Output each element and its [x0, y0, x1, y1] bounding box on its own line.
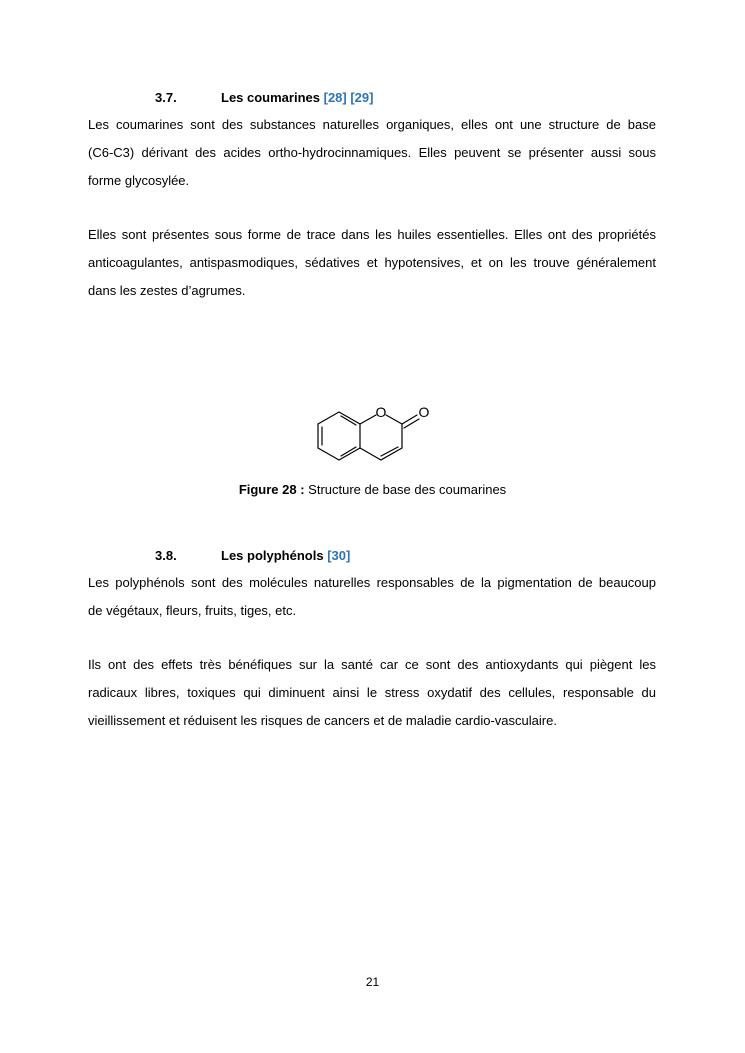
bond — [318, 412, 339, 424]
carbonyl-oxygen-label: O — [418, 404, 430, 420]
paragraph-line: dans les zestes d’agrumes. — [88, 283, 246, 298]
paragraph-line: vieillissement et réduisent les risques de cancers et de maladie cardio-vasculaire. — [88, 713, 557, 728]
page-number: 21 — [365, 975, 380, 989]
paragraph-polyphenols-definition — [88, 569, 656, 625]
section-title: Les coumarines — [221, 90, 320, 105]
section-number: 3.7. — [155, 90, 177, 105]
paragraph-coumarines-definition — [88, 111, 656, 195]
paragraph-line: Les coumarines sont des substances naturelles organiques, elles ont une structure de base — [88, 117, 656, 132]
section-title: Les polyphénols — [221, 548, 324, 563]
bond — [339, 448, 360, 460]
figure-caption — [0, 482, 745, 498]
bond — [339, 412, 360, 424]
figure-caption-text: Structure de base des coumarines — [304, 482, 507, 497]
figure-label: Figure 28 : — [238, 482, 305, 497]
bond — [360, 448, 381, 460]
paragraph-polyphenols-effects — [88, 651, 656, 735]
ring-oxygen-label: O — [375, 404, 387, 420]
paragraph-line: Elles sont présentes sous forme de trace dans les huiles essentielles. Elles ont des propriétés — [88, 227, 656, 242]
bond — [360, 415, 376, 424]
paragraph-line: (C6-C3) dérivant des acides ortho-hydrocinnamiques. Elles peuvent se présenter aussi sous — [88, 145, 656, 160]
paragraph-line: radicaux libres, toxiques qui diminuent ainsi le stress oxydatif des cellules, responsable du — [88, 685, 656, 700]
citation-link[interactable]: [30] — [327, 548, 351, 563]
citation-link[interactable]: [28] [29] — [323, 90, 374, 105]
paragraph-line: anticoagulantes, antispasmodiques, sédatives et hypotensives, et on les trouve généralement — [88, 255, 656, 270]
carbonyl-bond — [404, 419, 419, 428]
paragraph-line: de végétaux, fleurs, fruits, tiges, etc. — [88, 603, 297, 618]
paragraph-line: forme glycosylée. — [88, 173, 190, 188]
bond — [386, 415, 402, 424]
carbonyl-bond — [402, 415, 417, 424]
paragraph-coumarines-properties — [88, 221, 656, 305]
coumarin-structure-diagram — [310, 395, 440, 470]
bond — [318, 448, 339, 460]
section-heading-3-8 — [155, 548, 350, 564]
paragraph-line: Ils ont des effets très bénéfiques sur la santé car ce sont des antioxydants qui piègent les — [88, 657, 656, 672]
section-heading-3-7 — [155, 90, 373, 106]
paragraph-line: Les polyphénols sont des molécules naturelles responsables de la pigmentation de beaucoup — [88, 575, 656, 590]
section-number: 3.8. — [155, 548, 177, 563]
